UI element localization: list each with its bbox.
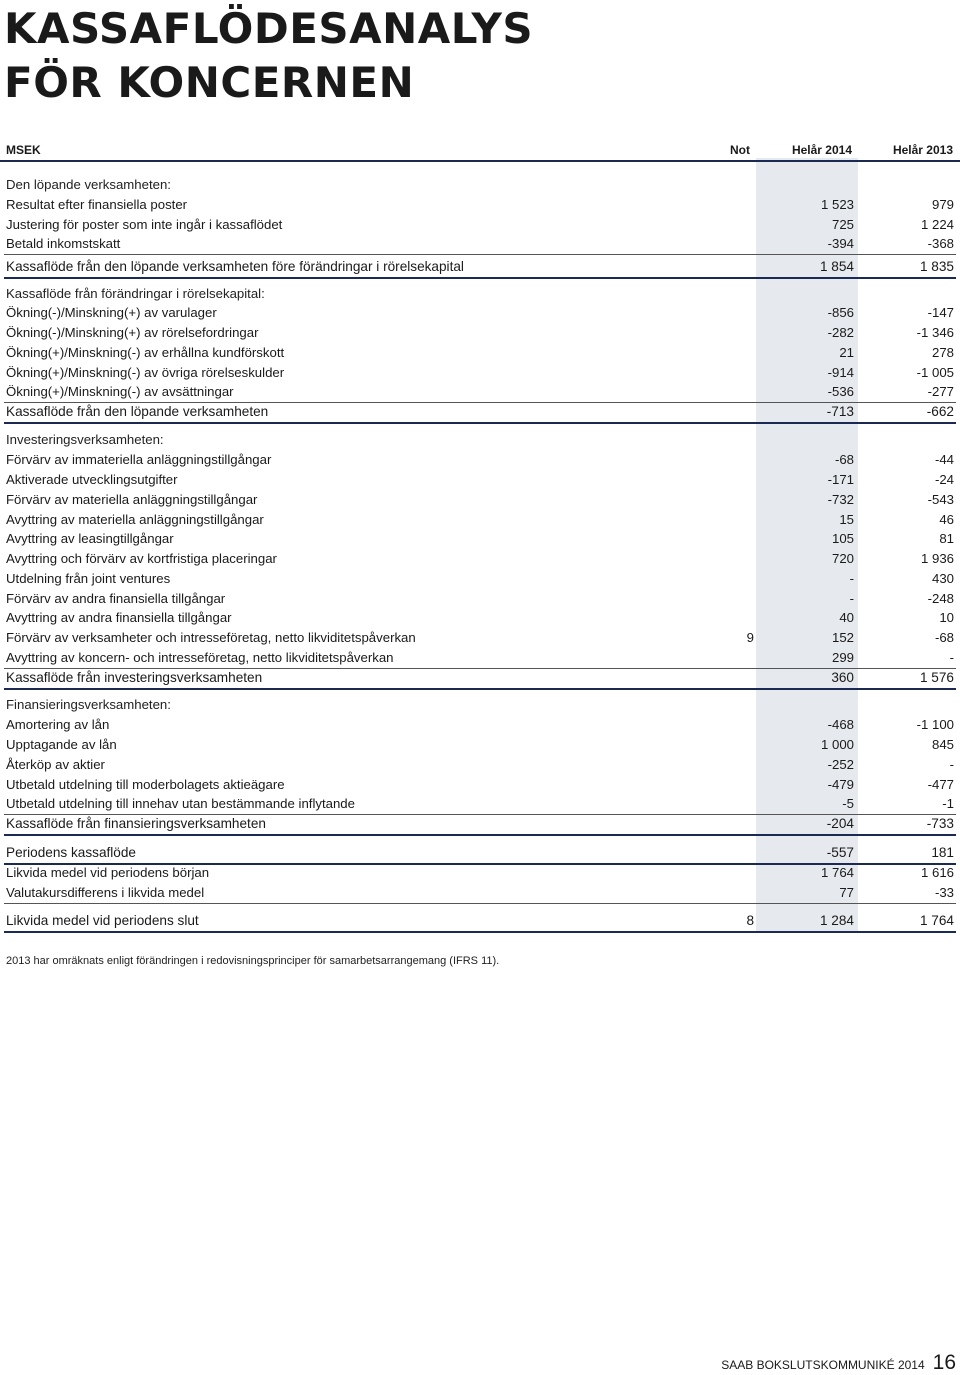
table-row <box>0 775 960 795</box>
table-row <box>0 648 960 668</box>
value-2014: 1 854 <box>819 259 854 274</box>
value-2013: -1 <box>942 796 954 811</box>
value-2014: -204 <box>826 816 854 831</box>
table-row-subtotal <box>0 668 960 688</box>
row-label: Utbetald utdelning till innehav utan bestämmande inflytande <box>6 796 355 811</box>
value-2014: -68 <box>834 452 854 467</box>
page-number: 16 <box>932 1351 956 1374</box>
value-2013: 979 <box>931 197 954 212</box>
table-row-subtotal <box>0 843 960 863</box>
table-row <box>0 215 960 235</box>
value-2014: 360 <box>831 670 854 685</box>
value-2013: -1 005 <box>916 365 954 380</box>
row-label: Aktiverade utvecklingsutgifter <box>6 472 178 487</box>
row-label: Periodens kassaflöde <box>6 845 136 860</box>
value-2014: -557 <box>826 845 854 860</box>
table-header <box>0 137 960 161</box>
value-2014: 40 <box>839 610 854 625</box>
row-label: Avyttring och förvärv av kortfristiga placeringar <box>6 551 277 566</box>
value-2014: -732 <box>827 492 854 507</box>
row-label: Ökning(+)/Minskning(-) av övriga rörelseskulder <box>6 365 285 380</box>
row-label: Ökning(-)/Minskning(+) av rörelsefordringar <box>6 325 259 340</box>
row-label: Förvärv av immateriella anläggningstillgångar <box>6 452 272 467</box>
value-2014: 21 <box>839 345 854 360</box>
table-row <box>0 794 960 814</box>
row-note: 8 <box>746 913 754 928</box>
table-row <box>0 589 960 609</box>
value-2013: -1 346 <box>916 325 954 340</box>
row-label: Likvida medel vid periodens slut <box>6 913 199 928</box>
value-2013: 81 <box>939 531 954 546</box>
row-label: Ökning(+)/Minskning(-) av erhållna kundförskott <box>6 345 285 360</box>
title-line-2: FÖR KONCERNEN <box>4 58 415 107</box>
value-2014: -394 <box>827 236 854 251</box>
value-2014: - <box>849 591 854 606</box>
row-label: Ökning(-)/Minskning(+) av varulager <box>6 305 217 320</box>
value-2013: - <box>949 650 954 665</box>
row-label: Avyttring av materiella anläggningstillgångar <box>6 512 264 527</box>
row-label: Finansieringsverksamheten: <box>6 697 171 712</box>
value-2014: -914 <box>827 365 854 380</box>
value-2013: -543 <box>927 492 954 507</box>
value-2013: -44 <box>934 452 954 467</box>
row-label: Avyttring av leasingtillgångar <box>6 531 174 546</box>
footer-text: SAAB BOKSLUTSKOMMUNIKÉ 2014 <box>721 1358 925 1372</box>
value-2013: 181 <box>931 845 954 860</box>
value-2014: 1 000 <box>820 737 854 752</box>
row-label: Betald inkomstskatt <box>6 236 121 251</box>
table-row-total <box>0 911 960 931</box>
row-label: Investeringsverksamheten: <box>6 432 164 447</box>
value-2014: 299 <box>831 650 854 665</box>
table-row <box>0 323 960 343</box>
table-row <box>0 735 960 755</box>
table-row <box>0 755 960 775</box>
value-2014: -479 <box>827 777 854 792</box>
value-2013: 46 <box>939 512 954 527</box>
row-label: Avyttring av koncern- och intresseföretag, netto likviditetspåverkan <box>6 650 394 665</box>
value-2013: 1 764 <box>919 913 954 928</box>
row-label: Amortering av lån <box>6 717 110 732</box>
value-2013: -662 <box>926 404 954 419</box>
value-2013: -33 <box>934 885 954 900</box>
value-2014: 1 523 <box>820 197 854 212</box>
value-2014: 105 <box>831 531 854 546</box>
table-row <box>0 883 960 903</box>
header-note: Not <box>730 143 750 157</box>
row-label: Ökning(+)/Minskning(-) av avsättningar <box>6 384 234 399</box>
row-label: Förvärv av andra finansiella tillgångar <box>6 591 226 606</box>
row-label: Utbetald utdelning till moderbolagets aktieägare <box>6 777 285 792</box>
header-rule <box>0 160 960 162</box>
table-row <box>0 430 960 450</box>
row-label: Kassaflöde från finansieringsverksamheten <box>6 816 266 831</box>
table-row <box>0 195 960 215</box>
table-row <box>0 628 960 648</box>
value-2013: 1 835 <box>919 259 954 274</box>
value-2013: 1 576 <box>919 670 954 685</box>
page-footer <box>721 1351 956 1375</box>
table-row <box>0 450 960 470</box>
value-2013: -733 <box>926 816 954 831</box>
table-row <box>0 510 960 530</box>
value-2013: -277 <box>927 384 954 399</box>
header-unit: MSEK <box>6 143 41 157</box>
row-label: Kassaflöde från den löpande verksamheten <box>6 404 269 419</box>
row-label: Återköp av aktier <box>6 757 105 772</box>
row-label: Upptagande av lån <box>6 737 117 752</box>
row-label: Kassaflöde från förändringar i rörelsekapital: <box>6 286 265 301</box>
header-2013: Helår 2013 <box>892 143 953 157</box>
row-label: Förvärv av materiella anläggningstillgångar <box>6 492 258 507</box>
table-row <box>0 569 960 589</box>
table-row <box>0 608 960 628</box>
value-2013: 10 <box>939 610 954 625</box>
table-row <box>0 470 960 490</box>
table-row <box>0 529 960 549</box>
table-row <box>0 549 960 569</box>
table-row <box>0 695 960 715</box>
value-2013: -248 <box>927 591 954 606</box>
value-2014: 152 <box>831 630 854 645</box>
row-label: Valutakursdifferens i likvida medel <box>6 885 205 900</box>
value-2014: -5 <box>842 796 854 811</box>
value-2013: 430 <box>931 571 954 586</box>
title-line-1: KASSAFLÖDESANALYS <box>4 4 534 53</box>
value-2014: 77 <box>839 885 854 900</box>
value-2013: -477 <box>927 777 954 792</box>
table-row <box>0 343 960 363</box>
table-row <box>0 363 960 383</box>
value-2013: - <box>949 757 954 772</box>
value-2013: 1 224 <box>920 217 954 232</box>
value-2013: -68 <box>934 630 954 645</box>
value-2014: 725 <box>831 217 854 232</box>
table-row <box>0 715 960 735</box>
page-title <box>4 2 533 110</box>
value-2013: 1 936 <box>920 551 954 566</box>
table-row <box>0 284 960 304</box>
row-label: Den löpande verksamheten: <box>6 177 171 192</box>
value-2014: -468 <box>827 717 854 732</box>
value-2013: 1 616 <box>920 865 954 880</box>
table-row-subtotal <box>0 257 960 277</box>
value-2013: 845 <box>931 737 954 752</box>
table-row-subtotal <box>0 402 960 422</box>
table-row <box>0 863 960 883</box>
value-2013: -24 <box>934 472 954 487</box>
value-2014: -252 <box>827 757 854 772</box>
table-row <box>0 175 960 195</box>
table-row <box>0 382 960 402</box>
table-row <box>0 303 960 323</box>
value-2014: 720 <box>831 551 854 566</box>
header-2014: Helår 2014 <box>791 143 852 157</box>
table-row <box>0 234 960 254</box>
row-label: Justering för poster som inte ingår i kassaflödet <box>6 217 283 232</box>
value-2014: -856 <box>827 305 854 320</box>
table-row <box>0 490 960 510</box>
value-2014: 1 284 <box>819 913 854 928</box>
row-label: Kassaflöde från den löpande verksamheten före förändringar i rörelsekapital <box>6 259 464 274</box>
value-2014: 15 <box>839 512 854 527</box>
row-label: Förvärv av verksamheter och intresseföretag, netto likviditetspåverkan <box>6 630 416 645</box>
row-label: Kassaflöde från investeringsverksamheten <box>6 670 263 685</box>
value-2014: - <box>849 571 854 586</box>
row-label: Resultat efter finansiella poster <box>6 197 188 212</box>
value-2014: -536 <box>827 384 854 399</box>
value-2013: -1 100 <box>916 717 954 732</box>
row-note: 9 <box>746 630 754 645</box>
value-2013: 278 <box>931 345 954 360</box>
row-label: Avyttring av andra finansiella tillgångar <box>6 610 232 625</box>
value-2014: 1 764 <box>820 865 854 880</box>
value-2013: -147 <box>927 305 954 320</box>
value-2014: -282 <box>827 325 854 340</box>
value-2014: -171 <box>827 472 854 487</box>
footnote: 2013 har omräknats enligt förändringen i redovisningsprinciper för samarbetsarrangemang (IFRS 11). <box>6 955 500 967</box>
value-2014: -713 <box>826 404 854 419</box>
value-2013: -368 <box>927 236 954 251</box>
row-label: Utdelning från joint ventures <box>6 571 171 586</box>
row-label: Likvida medel vid periodens början <box>6 865 210 880</box>
table-row-subtotal <box>0 814 960 834</box>
